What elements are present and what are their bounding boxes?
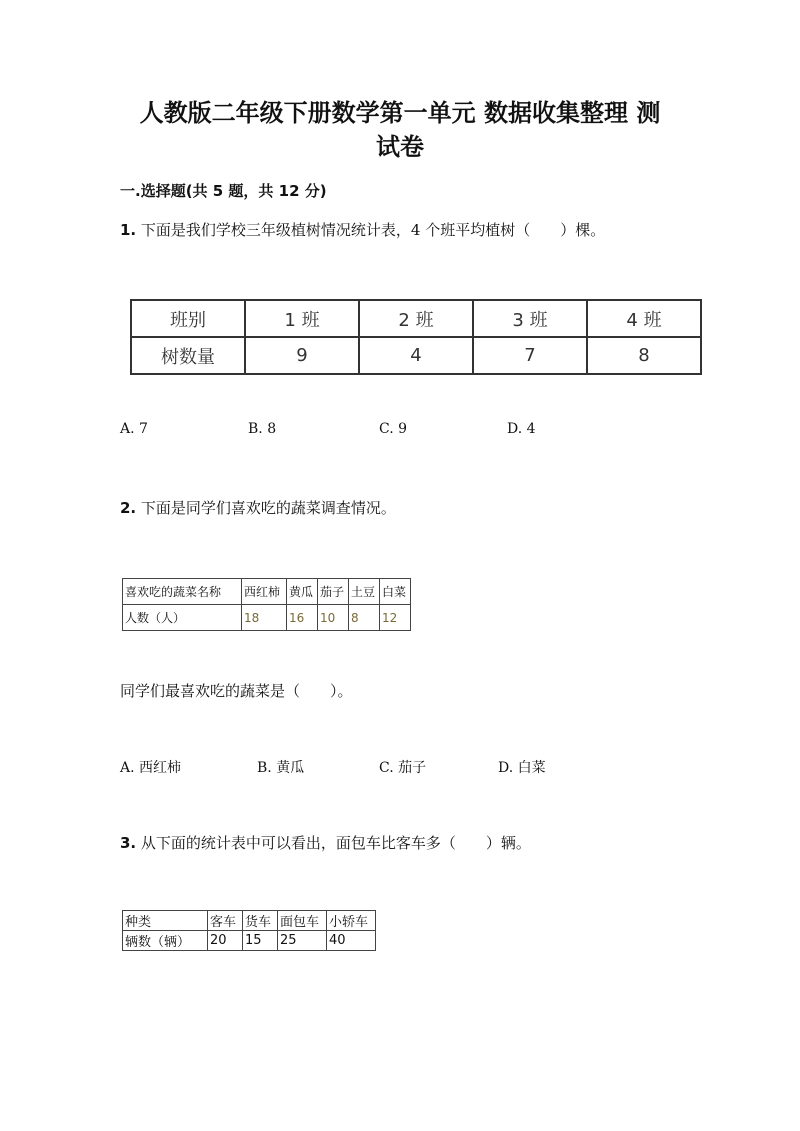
q2-option-d[interactable]: D. 白菜 [498, 760, 546, 776]
table-row [123, 911, 376, 931]
table-cell: 8 [587, 337, 701, 374]
q1-option-b[interactable]: B. 8 [248, 421, 277, 437]
q1-option-c[interactable]: C. 9 [379, 421, 408, 437]
page-title-line-1: 人教版二年级下册数学第一单元 数据收集整理 测 [139, 99, 661, 127]
table-cell: 1 班 [245, 300, 359, 337]
table-row [131, 300, 701, 337]
table-cell: 18 [242, 605, 287, 631]
q2-option-a[interactable]: A. 西红柿 [120, 760, 182, 776]
question-2-prompt: 同学们最喜欢吃的蔬菜是（ ）。 [120, 682, 353, 700]
table-cell: 15 [243, 931, 278, 951]
q2-option-b[interactable]: B. 黄瓜 [257, 760, 305, 776]
page-title-line-2: 试卷 [376, 133, 424, 161]
table-cell: 货车 [243, 911, 278, 931]
table-cell: 班别 [131, 300, 245, 337]
table-cell: 12 [380, 605, 411, 631]
table-cell: 20 [208, 931, 243, 951]
table-cell: 西红柿 [242, 579, 287, 605]
section-heading: 一.选择题(共 5 题，共 12 分) [120, 182, 327, 200]
question-3-number: 3. [120, 834, 137, 852]
table-cell: 白菜 [380, 579, 411, 605]
table-cell: 小轿车 [327, 911, 376, 931]
question-2 [120, 497, 396, 518]
table-cell: 人数（人） [123, 605, 242, 631]
table-cell: 16 [287, 605, 318, 631]
table-row [131, 337, 701, 374]
table-cell: 土豆 [349, 579, 380, 605]
table-row [123, 579, 411, 605]
q2-table [122, 578, 411, 631]
question-2-text: 下面是同学们喜欢吃的蔬菜调查情况。 [140, 499, 396, 517]
question-3-text: 从下面的统计表中可以看出，面包车比客车多（ ）辆。 [140, 834, 531, 852]
table-row [123, 931, 376, 951]
q3-table [122, 910, 376, 951]
q1-table [130, 299, 702, 375]
table-cell: 辆数（辆） [123, 931, 208, 951]
question-1 [120, 219, 605, 240]
table-cell: 客车 [208, 911, 243, 931]
table-cell: 25 [278, 931, 327, 951]
table-cell: 种类 [123, 911, 208, 931]
q2-option-c[interactable]: C. 茄子 [379, 760, 427, 776]
table-cell: 8 [349, 605, 380, 631]
question-1-number: 1. [120, 221, 137, 239]
table-cell: 2 班 [359, 300, 473, 337]
table-cell: 4 [359, 337, 473, 374]
q1-option-d[interactable]: D. 4 [507, 421, 536, 437]
q1-option-a[interactable]: A. 7 [120, 421, 148, 437]
question-3 [120, 832, 531, 853]
table-cell: 10 [318, 605, 349, 631]
table-cell: 面包车 [278, 911, 327, 931]
table-cell: 40 [327, 931, 376, 951]
table-cell: 树数量 [131, 337, 245, 374]
table-cell: 喜欢吃的蔬菜名称 [123, 579, 242, 605]
table-cell: 茄子 [318, 579, 349, 605]
table-cell: 7 [473, 337, 587, 374]
question-1-text: 下面是我们学校三年级植树情况统计表，4 个班平均植树（ ）棵。 [140, 221, 606, 239]
table-row [123, 605, 411, 631]
table-cell: 4 班 [587, 300, 701, 337]
table-cell: 黄瓜 [287, 579, 318, 605]
question-2-number: 2. [120, 499, 137, 517]
table-cell: 9 [245, 337, 359, 374]
table-cell: 3 班 [473, 300, 587, 337]
